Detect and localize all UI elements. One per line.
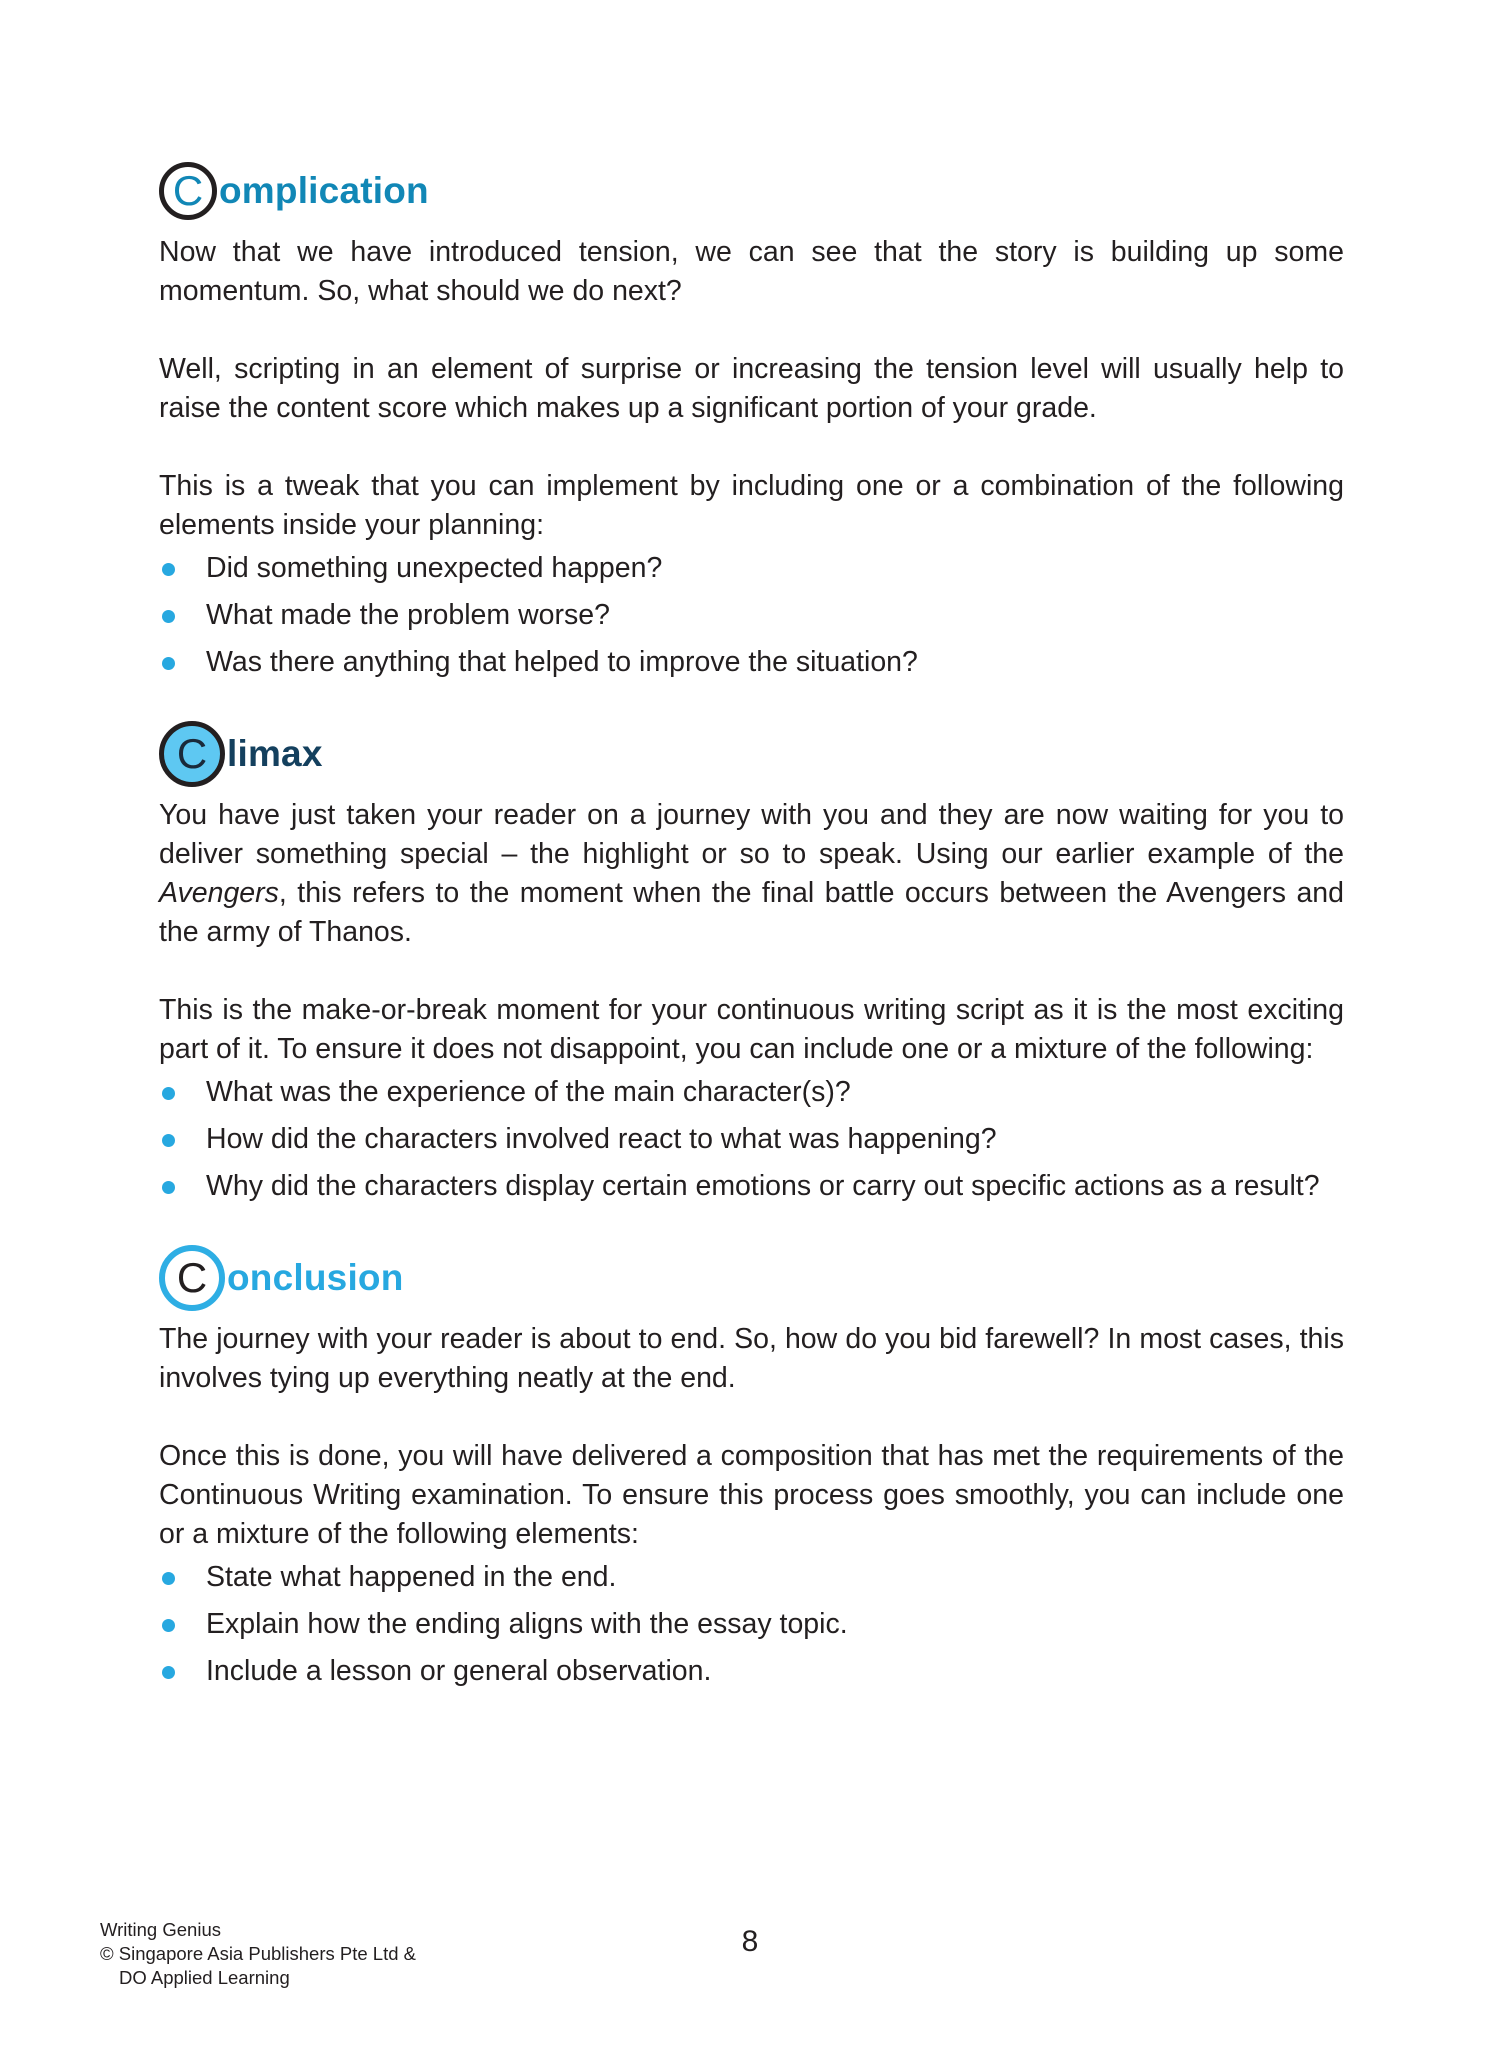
list-item-text: Was there anything that helped to improve the situation? <box>206 646 918 678</box>
bullet-list <box>159 549 1344 682</box>
c-badge-icon: C <box>159 721 225 787</box>
paragraph: This is the make-or-break moment for your continuous writing script as it is the most exciting part of it. To ensure it does not disappoint, you can include one or a mixture of the following: <box>159 994 1344 1065</box>
paragraph <box>159 796 1344 952</box>
footer-credits <box>100 1918 416 1990</box>
paragraph: This is a tweak that you can implement by including one or a combination of the following elements inside your planning: <box>159 470 1344 541</box>
bullet-icon <box>162 1134 175 1147</box>
page-content <box>159 155 1344 1727</box>
list-item <box>159 1120 1344 1159</box>
bullet-icon <box>162 1572 175 1585</box>
paragraph-text: You have just taken your reader on a journey with you and they are now waiting for you to deliver something special – the highlight or so to speak. Using our earlier example of the <box>159 799 1344 870</box>
list-item-text: Why did the characters display certain emotions or carry out specific actions as a result? <box>206 1170 1320 1202</box>
bullet-icon <box>162 1181 175 1194</box>
list-item <box>159 549 1344 588</box>
paragraph: Well, scripting in an element of surprise or increasing the tension level will usually help to raise the content score which makes up a significant portion of your grade. <box>159 353 1344 424</box>
bullet-icon <box>162 1666 175 1679</box>
list-item <box>159 1558 1344 1597</box>
list-item <box>159 596 1344 635</box>
c-badge-icon: C <box>159 1245 225 1311</box>
list-item-text: What made the problem worse? <box>206 599 610 631</box>
paragraph-text: , this refers to the moment when the final battle occurs between the Avengers and the army of Thanos. <box>159 877 1344 948</box>
bullet-icon <box>162 610 175 623</box>
list-item-text: What was the experience of the main character(s)? <box>206 1076 851 1108</box>
paragraph: Now that we have introduced tension, we can see that the story is building up some momentum. So, what should we do next? <box>159 236 1344 307</box>
list-item-text: Did something unexpected happen? <box>206 552 663 584</box>
heading-conclusion-text: onclusion <box>227 1257 404 1298</box>
list-item <box>159 1605 1344 1644</box>
list-item-text: Include a lesson or general observation. <box>206 1655 712 1687</box>
bullet-list <box>159 1073 1344 1206</box>
paragraph: Once this is done, you will have delivered a composition that has met the requirements of the Continuous Writing examination. To ensure this process goes smoothly, you can include one or a mixture of the following elements: <box>159 1440 1344 1550</box>
bullet-icon <box>162 1087 175 1100</box>
page-number: 8 <box>741 1925 759 1958</box>
list-item-text: Explain how the ending aligns with the essay topic. <box>206 1608 848 1640</box>
footer-publisher: DO Applied Learning <box>119 1967 290 1988</box>
list-item <box>159 1073 1344 1112</box>
bullet-icon <box>162 1619 175 1632</box>
italic-title: Avengers <box>159 877 279 909</box>
bullet-icon <box>162 657 175 670</box>
bullet-icon <box>162 563 175 576</box>
heading-conclusion <box>159 1242 1344 1314</box>
heading-complication-text: omplication <box>219 170 429 211</box>
list-item <box>159 1652 1344 1691</box>
bullet-list <box>159 1558 1344 1691</box>
section-climax <box>159 718 1344 1206</box>
section-complication <box>159 155 1344 682</box>
list-item <box>159 1167 1344 1206</box>
heading-complication <box>159 155 1344 227</box>
list-item-text: State what happened in the end. <box>206 1561 617 1593</box>
footer-book-title: Writing Genius <box>100 1919 221 1940</box>
heading-climax <box>159 718 1344 790</box>
heading-climax-text: limax <box>227 733 323 774</box>
paragraph: The journey with your reader is about to end. So, how do you bid farewell? In most cases, this involves tying up everything neatly at the end. <box>159 1323 1344 1394</box>
section-conclusion <box>159 1242 1344 1691</box>
c-badge-icon: C <box>159 162 217 220</box>
list-item-text: How did the characters involved react to what was happening? <box>206 1123 997 1155</box>
list-item <box>159 643 1344 682</box>
footer-copyright: © Singapore Asia Publishers Pte Ltd & <box>100 1943 416 1964</box>
